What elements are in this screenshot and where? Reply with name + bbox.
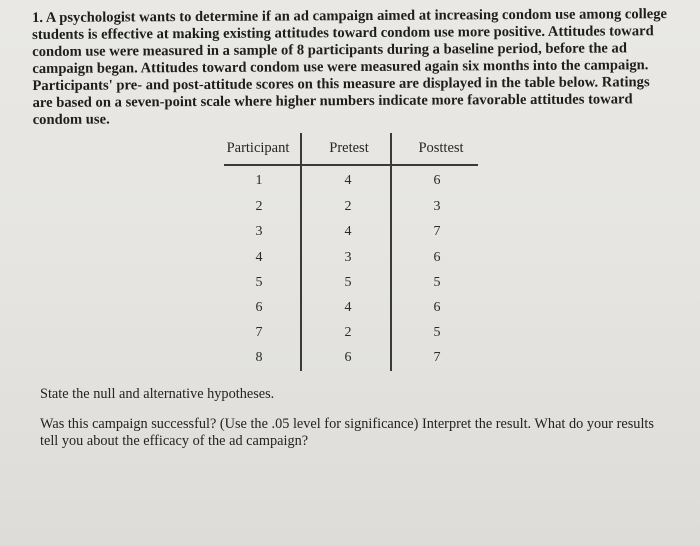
posttest-cell: 6 [433, 173, 441, 188]
posttest-cell: 7 [433, 224, 441, 239]
column-divider-2 [390, 133, 392, 371]
participant-cell: 2 [255, 199, 263, 214]
pretest-cell: 4 [344, 173, 352, 188]
column-divider-1 [300, 133, 302, 371]
participant-cell: 6 [255, 300, 263, 315]
pretest-cell: 2 [344, 325, 352, 340]
participant-cell: 5 [255, 275, 263, 290]
header-posttest: Posttest [418, 140, 464, 156]
posttest-cell: 5 [433, 325, 441, 340]
posttest-cell: 3 [433, 199, 441, 214]
participant-cell: 3 [255, 224, 263, 239]
posttest-cell: 6 [433, 300, 441, 315]
pretest-cell: 4 [344, 224, 352, 239]
participant-cell: 7 [255, 325, 263, 340]
header-participant: Participant [226, 140, 290, 156]
posttest-cell: 5 [433, 275, 441, 290]
header-rule [224, 164, 478, 166]
question-success: Was this campaign successful? (Use the .05 level for significance) Interpret the result. What do your results tell you about the efficacy of the ad campaign? [40, 416, 654, 449]
header-pretest: Pretest [329, 140, 369, 156]
participant-cell: 1 [255, 173, 263, 188]
question-hypotheses: State the null and alternative hypotheses. [40, 386, 275, 402]
pretest-cell: 4 [344, 300, 352, 315]
pretest-cell: 5 [344, 275, 352, 290]
pretest-cell: 3 [344, 250, 352, 265]
participant-cell: 4 [255, 250, 263, 265]
participant-cell: 8 [255, 350, 263, 365]
problem-statement: 1. A psychologist wants to determine if an ad campaign aimed at increasing condom use among college students is effective at making existing attitudes toward condom use more positive. Attitudes toward condom use were measured in a sample of 8 participants during a baseline period, before the ad campaign began. Attitudes toward condom use were measured again six months into the campaign. Participants' pre- and post-attitude scores on this measure are displayed in the table below. Ratings are based on a seven-point scale where higher numbers indicate more favorable attitudes toward condom use. [32, 6, 668, 128]
pretest-cell: 2 [344, 199, 352, 214]
scores-table [218, 133, 480, 373]
posttest-cell: 6 [433, 250, 441, 265]
pretest-cell: 6 [344, 350, 352, 365]
posttest-cell: 7 [433, 350, 441, 365]
